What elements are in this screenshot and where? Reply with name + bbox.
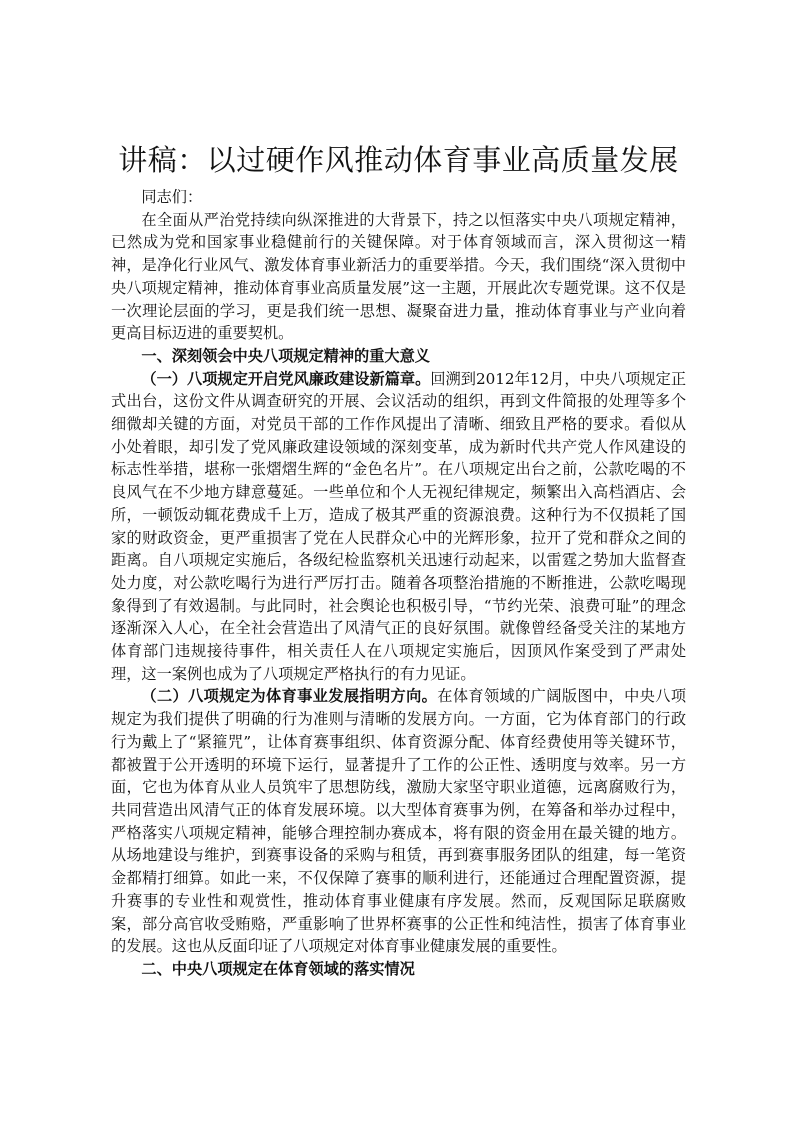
- subsection-title-1: （一）八项规定开启党风廉政建设新篇章。: [141, 369, 431, 388]
- intro-paragraph: 在全面从严治党持续向纵深推进的大背景下，持之以恒落实中央八项规定精神，已然成为党和国家事业稳健前行的关键保障。对于体育领域而言，深入贯彻这一精神，是净化行业风气、激发体育事业新活力的重要举措。今天，我们围绕“深入贯彻中央八项规定精神，推动体育事业高质量发展”这一主题，开展此次专题党课。这不仅是一次理论层面的学习，更是我们统一思想、凝聚奋进力量，推动体育事业与产业向着更高目标迈进的重要契机。: [111, 210, 686, 343]
- subsection-paragraph-1: [111, 368, 686, 686]
- document-body: [111, 140, 686, 981]
- subsection-title-2: （二）八项规定为体育事业发展指明方向。: [141, 687, 438, 706]
- subsection-text-2: 在体育领域的广阔版图中，中央八项规定为我们提供了明确的行为准则与清晰的发展方向。一方面，它为体育部门的行政行为戴上了“紧箍咒”，让体育赛事组织、体育资源分配、体育经费使用等关键环节，都被置于公开透明的环境下运行，显著提升了工作的公正性、透明度与效率。另一方面，它也为体育从业人员筑牢了思想防线，激励大家坚守职业道德，远离腐败行为，共同营造出风清气正的体育发展环境。以大型体育赛事为例，在筹备和举办过程中，严格落实八项规定精神，能够合理控制办赛成本，将有限的资金用在最关键的地方。从场地建设与维护，到赛事设备的采购与租赁，再到赛事服务团队的组建，每一笔资金都精打细算。如此一来，不仅保障了赛事的顺利进行，还能通过合理配置资源，提升赛事的专业性和观赏性，推动体育事业健康有序发展。然而，反观国际足联腐败案，部分高官收受贿赂，严重影响了世界杯赛事的公正性和纯洁性，损害了体育事业的发展。这也从反面印证了八项规定对体育事业健康发展的重要性。: [111, 687, 687, 956]
- subsection-text-1: 回溯到2012年12月，中央八项规定正式出台，这份文件从调查研究的开展、会议活动的组织，再到文件简报的处理等多个细微却关键的方面，对党员干部的工作作风提出了清晰、细致且严格的要求。看似从小处着眼，却引发了党风廉政建设领域的深刻变革，成为新时代共产党人作风建设的标志性举措，堪称一张熠熠生辉的“金色名片”。在八项规定出台之前，公款吃喝的不良风气在不少地方肆意蔓延。一些单位和个人无视纪律规定，频繁出入高档酒店、会所，一顿饭动辄花费成千上万，造成了极其严重的资源浪费。这种行为不仅损耗了国家的财政资金，更严重损害了党在人民群众心中的光辉形象，拉开了党和群众之间的距离。自八项规定实施后，各级纪检监察机关迅速行动起来，以雷霆之势加大监督查处力度，对公款吃喝行为进行严厉打击。随着各项整治措施的不断推进，公款吃喝现象得到了有效遏制。与此同时，社会舆论也积极引导，“节约光荣、浪费可耻”的理念逐渐深入人心，在全社会营造出了风清气正的良好氛围。就像曾经备受关注的某地方体育部门违规接待事件，相关责任人在八项规定实施后，因顶风作案受到了严肃处理，这一案例也成为了八项规定严格执行的有力见证。: [111, 369, 687, 683]
- section-heading-2: 二、中央八项规定在体育领域的落实情况: [141, 959, 415, 978]
- section-heading-1: 一、深刻领会中央八项规定精神的重大意义: [141, 346, 430, 365]
- page-title: 讲稿：以过硬作风推动体育事业高质量发展: [118, 143, 679, 177]
- greeting: 同志们：: [141, 188, 203, 206]
- subsection-paragraph-2: [111, 685, 686, 957]
